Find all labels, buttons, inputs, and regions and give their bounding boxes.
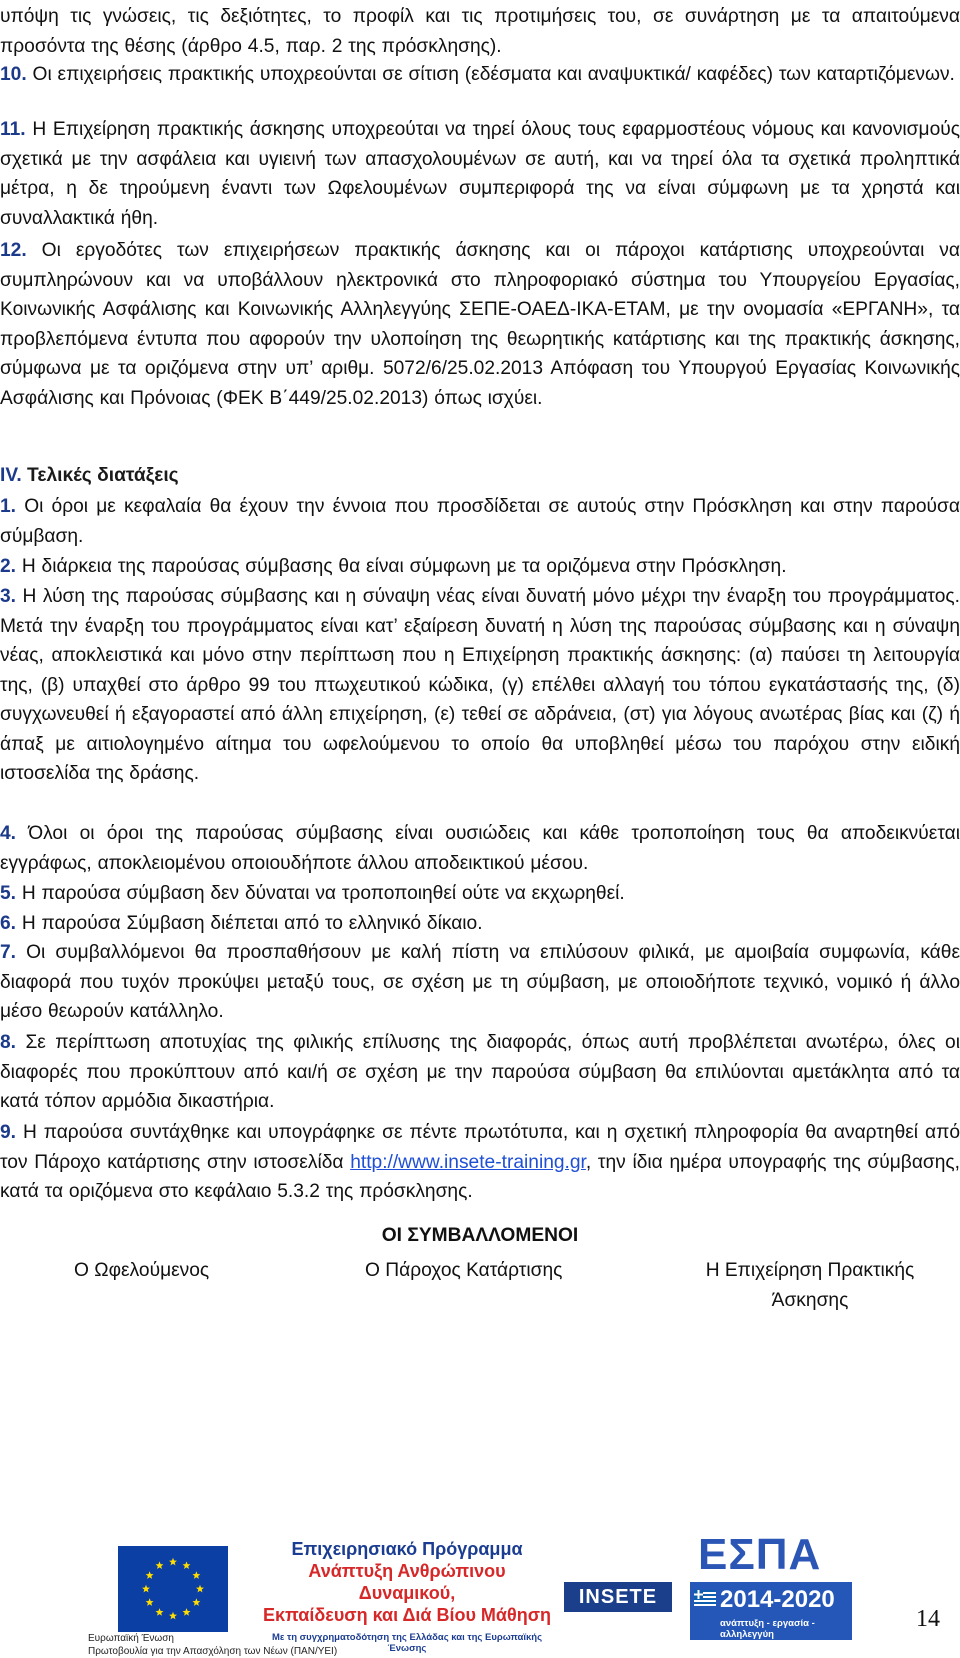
espa-years: 2014-2020 — [720, 1586, 835, 1613]
paragraph-number: 8. — [0, 1032, 17, 1053]
paragraph-text: Σε περίπτωση αποτυχίας της φιλικής επίλυσης της διαφοράς, όπως αυτή προβλέπεται ανωτέρω, όλες οι διαφορές που προκύπτουν από και/ή σε σχέση με την παρούσα σύμβαση θα επιλύονται αμετάκλητα από τα κατά τόπον αρμόδια δικαστήρια. — [0, 1032, 960, 1112]
parties-title: ΟΙ ΣΥΜΒΑΛΛΟΜΕΝΟΙ — [381, 1225, 579, 1246]
cofunding-note: Με τη συγχρηματοδότηση της Ελλάδας και της Ευρωπαϊκής Ένωσης — [271, 1632, 543, 1654]
section-title: Τελικές διατάξεις — [27, 465, 179, 486]
page-number: 14 — [916, 1606, 940, 1632]
party-company — [690, 1256, 930, 1316]
paragraph-text: Οι όροι με κεφαλαία θα έχουν την έννοια που προσδίδεται σε αυτούς στην Πρόσκληση και στην παρούσα σύμβαση. — [0, 496, 960, 547]
section-heading — [0, 465, 179, 487]
section-number: IV. — [0, 465, 22, 486]
final-paragraph-9 — [0, 1118, 960, 1207]
paragraph-number: 10. — [0, 64, 27, 85]
eu-flag-icon — [118, 1546, 228, 1632]
party-company-line1: Η Επιχείρηση Πρακτικής — [705, 1260, 915, 1281]
espa-title: ΕΣΠΑ — [698, 1530, 822, 1579]
paragraph-10 — [0, 60, 960, 90]
greek-flag-icon — [694, 1590, 716, 1606]
paragraph-text: Η Επιχείρηση πρακτικής άσκησης υποχρεούται να τηρεί όλους τους εφαρμοστέους νόμους και κανονισμούς σχετικά με την ασφάλεια και υγιεινή των απασχολουμένων σε αυτή, και να τηρεί όλα τα σχετικά προληπτικά μέτρα, η δε τηρούμενη έναντι των Ωφελουμένων συμπεριφορά της να είναι σύμφωνη με τα χρηστά και συναλλακτικά ήθη. — [0, 119, 960, 229]
paragraph-number: 4. — [0, 823, 17, 844]
paragraph-number: 5. — [0, 883, 17, 904]
paragraph-text: Η λύση της παρούσας σύμβασης και η σύναψη νέας είναι δυνατή μόνο μέχρι την έναρξη του προγράμματος. Μετά την έναρξη του προγράμματος είναι κατ’ εξαίρεση δυνατή η λύση της παρούσας σύμβασης και η σύναψη νέας, αποκλειστικά και μόνο στην περίπτωση που η Επιχείρηση πρακτικής άσκησης: (α) παύσει τη λειτουργία της, (β) υπαχθεί στο άρθρο 99 του πτωχευτικού κώδικα, (γ) επέλθει αλλαγή του τόπου εγκατάστασής της, (δ) συγχωνευθεί ή εξαγοραστεί από άλλη επιχείρηση, (ε) τεθεί σε αδράνεια, (στ) για λόγους ανωτέρας βίας και (ζ) ή άπαξ με αιτιολογημένο αίτημα του ωφελούμενου το οποίο θα υποβληθεί μέσω του παρόχου στην ειδική ιστοσελίδα της δράσης. — [0, 586, 960, 784]
paragraph-number: 9. — [0, 1122, 17, 1143]
paragraph-text-tail: , την ίδια ημέρα υπογραφής της σύμβασης, κατά τα οριζόμενα στο κεφάλαιο 5.3.2 της πρόσκλησης. — [0, 1151, 960, 1202]
op-title: Επιχειρησιακό Πρόγραμμα — [291, 1539, 523, 1559]
paragraph-text: Οι συμβαλλόμενοι θα προσπαθήσουν με καλή πίστη να επιλύσουν φιλικά, με αμοιβαία συμφωνία, κάθε διαφορά που τυχόν προκύψει μεταξύ τους, σε σχέση με τη σύμβαση, με οποιοδήποτε τεχνικό, νομικό ή άλλο μέσο θεωρούν κατάλληλο. — [0, 942, 960, 1022]
final-paragraph-5 — [0, 879, 960, 909]
paragraph-text: Οι εργοδότες των επιχειρήσεων πρακτικής άσκησης και οι πάροχοι κατάρτισης υποχρεούνται να συμπληρώνουν και να υποβάλλουν ηλεκτρονικά στο πληροφοριακό σύστημα του Υπουργείου Εργασίας, Κοινωνικής Ασφάλισης και Κοινωνικής Αλληλεγγύης ΣΕΠΕ-ΟΑΕΔ-ΙΚΑ-ΕΤΑΜ, με την ονομασία «ΕΡΓΑΝΗ», τα προβλεπόμενα έντυπα που αφορούν την υλοποίηση της θεωρητικής κατάρτισης και της πρακτικής άσκησης, σύμφωνα με τα οριζόμενα στην υπ’ αριθμ. 5072/6/25.02.2013 Απόφαση του Υπουργού Εργασίας Κοινωνικής Ασφάλισης και Πρόνοιας (ΦΕΚ Β΄449/25.02.2013) όπως ισχύει. — [0, 240, 960, 409]
paragraph-text: Η παρούσα συντάχθηκε και υπογράφηκε σε πέντε πρωτότυπα, και η σχετική πληροφορία θα αναρτηθεί από τον Πάροχο κατάρτισης στην ιστοσελίδα — [0, 1122, 960, 1173]
party-beneficiary: Ο Ωφελούμενος — [74, 1260, 210, 1281]
party-company-line2: Άσκησης — [771, 1290, 849, 1311]
paragraph-text: Όλοι οι όροι της παρούσας σύμβασης είναι ουσιώδεις και κάθε τροποποίηση τους θα αποδεικνύεται εγγράφως, αποκλειομένου οποιουδήποτε άλλου αποδεικτικού μέσου. — [0, 823, 960, 874]
paragraph-text: Η παρούσα Σύμβαση διέπεται από το ελληνικό δίκαιο. — [21, 913, 483, 934]
final-paragraph-8 — [0, 1028, 960, 1117]
espa-slogan: ανάπτυξη - εργασία - αλληλεγγύη — [720, 1618, 815, 1640]
paragraph-text: υπόψη τις γνώσεις, τις δεξιότητες, το προφίλ και τις προτιμήσεις του, σε συνάρτηση με τα απαιτούμενα προσόντα της θέσης (άρθρο 4.5, παρ. 2 της πρόσκλησης). — [0, 6, 960, 57]
final-paragraph-4 — [0, 819, 960, 878]
espa-logo — [690, 1530, 852, 1642]
final-paragraph-2 — [0, 552, 960, 582]
paragraph-12 — [0, 236, 960, 413]
footer-yei-label: Πρωτοβουλία για την Απασχόληση των Νέων (ΠΑΝ/ΥΕΙ) — [88, 1646, 338, 1657]
paragraph-intro — [0, 2, 960, 61]
paragraph-number: 11. — [0, 119, 26, 140]
op-line-3: Εκπαίδευση και Διά Βίου Μάθηση — [262, 1605, 552, 1625]
paragraph-number: 7. — [0, 942, 17, 963]
party-provider: Ο Πάροχος Κατάρτισης — [365, 1260, 563, 1281]
paragraph-number: 6. — [0, 913, 17, 934]
insete-logo: INSETE — [564, 1582, 672, 1612]
footer-eu-label: Ευρωπαϊκή Ένωση — [88, 1633, 174, 1644]
operational-programme-logo — [262, 1538, 552, 1654]
paragraph-number: 1. — [0, 496, 17, 517]
final-paragraph-7 — [0, 938, 960, 1027]
op-line-2: Ανάπτυξη Ανθρώπινου Δυναμικού, — [308, 1561, 506, 1603]
paragraph-text: Οι επιχειρήσεις πρακτικής υποχρεούνται σε σίτιση (εδέσματα και αναψυκτικά/ καφέδες) των καταρτιζόμενων. — [32, 64, 955, 85]
final-paragraph-6 — [0, 909, 960, 939]
paragraph-number: 3. — [0, 586, 17, 607]
paragraph-11 — [0, 115, 960, 233]
paragraph-text: Η διάρκεια της παρούσας σύμβασης θα είναι σύμφωνη με τα οριζόμενα στην Πρόσκληση. — [21, 556, 787, 577]
paragraph-text: Η παρούσα σύμβαση δεν δύναται να τροποποιηθεί ούτε να εκχωρηθεί. — [21, 883, 625, 904]
website-link[interactable]: http://www.insete-training.gr — [350, 1151, 586, 1173]
paragraph-number: 12. — [0, 240, 27, 261]
final-paragraph-3 — [0, 582, 960, 789]
paragraph-number: 2. — [0, 556, 17, 577]
final-paragraph-1 — [0, 492, 960, 551]
